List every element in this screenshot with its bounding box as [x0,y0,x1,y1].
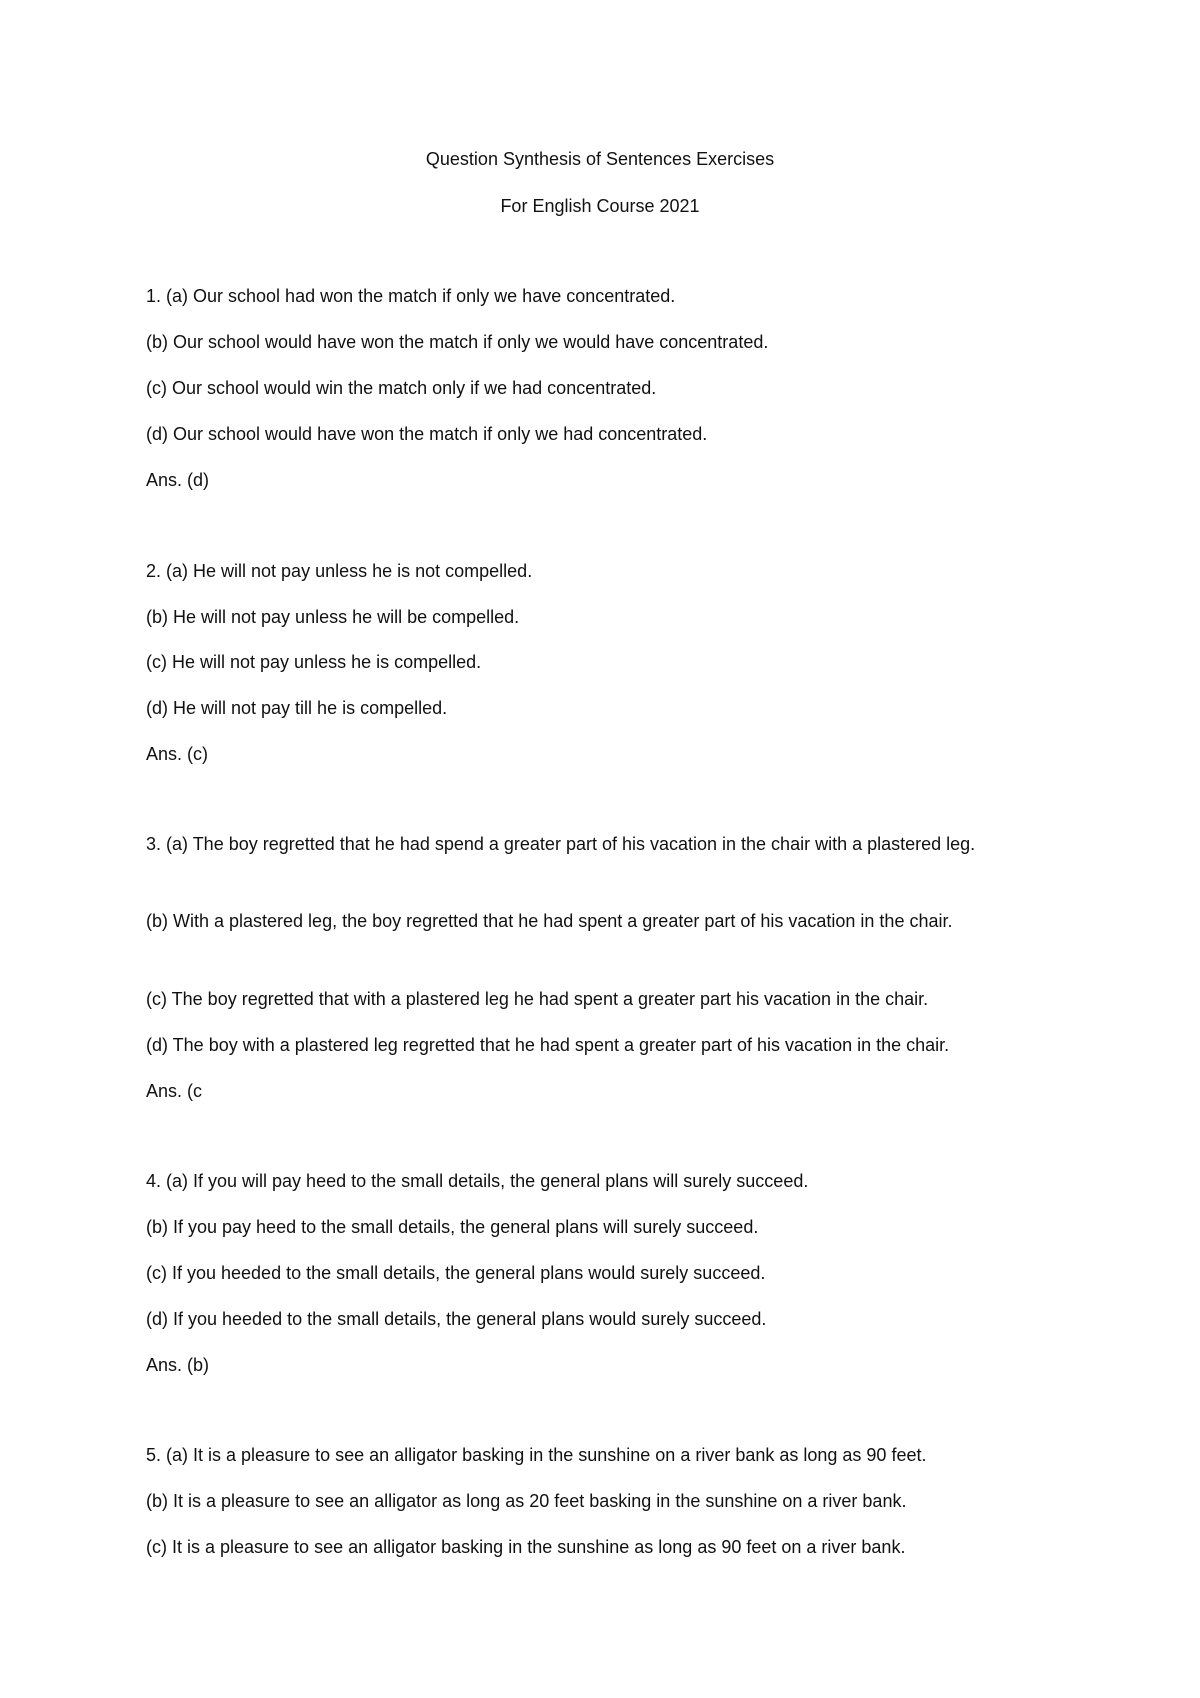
question-4-option-a: 4. (a) If you will pay heed to the small details, the general plans will surely succeed. [146,1171,809,1191]
question-5-option-a: 5. (a) It is a pleasure to see an alligator basking in the sunshine on a river bank as long as 90 feet. [146,1445,927,1465]
document-subtitle: For English Course 2021 [500,196,700,216]
question-2-option-a: 2. (a) He will not pay unless he is not compelled. [146,561,533,581]
question-4-answer: Ans. (b) [146,1355,210,1375]
question-3-option-d: (d) The boy with a plastered leg regretted that he had spent a greater part of his vacation in the chair. [146,1035,950,1055]
question-1-option-b: (b) Our school would have won the match if only we would have concentrated. [146,332,769,352]
question-2-answer: Ans. (c) [146,744,209,764]
question-4-option-c: (c) If you heeded to the small details, the general plans would surely succeed. [146,1263,766,1283]
question-5-option-b: (b) It is a pleasure to see an alligator as long as 20 feet basking in the sunshine on a river bank. [146,1491,907,1511]
question-1-option-a: 1. (a) Our school had won the match if only we have concentrated. [146,286,676,306]
question-1-option-c: (c) Our school would win the match only if we had concentrated. [146,378,657,398]
document-title: Question Synthesis of Sentences Exercises [425,149,775,169]
question-4-option-b: (b) If you pay heed to the small details, the general plans will surely succeed. [146,1217,759,1237]
question-4-option-d: (d) If you heeded to the small details, the general plans would surely succeed. [146,1309,767,1329]
question-1-answer: Ans. (d) [146,470,210,490]
question-2-option-d: (d) He will not pay till he is compelled. [146,698,448,718]
question-3-option-c: (c) The boy regretted that with a plastered leg he had spent a greater part his vacation in the chair. [146,989,929,1009]
question-1-option-d: (d) Our school would have won the match if only we had concentrated. [146,424,708,444]
question-2-option-c: (c) He will not pay unless he is compelled. [146,652,482,672]
question-3-option-a: 3. (a) The boy regretted that he had spend a greater part of his vacation in the chair with a plastered leg. [146,834,976,854]
question-3-answer: Ans. (c [146,1081,203,1101]
question-3-option-b: (b) With a plastered leg, the boy regretted that he had spent a greater part of his vacation in the chair. [146,911,953,931]
question-2-option-b: (b) He will not pay unless he will be compelled. [146,607,520,627]
question-5-option-c: (c) It is a pleasure to see an alligator basking in the sunshine as long as 90 feet on a river bank. [146,1537,906,1557]
